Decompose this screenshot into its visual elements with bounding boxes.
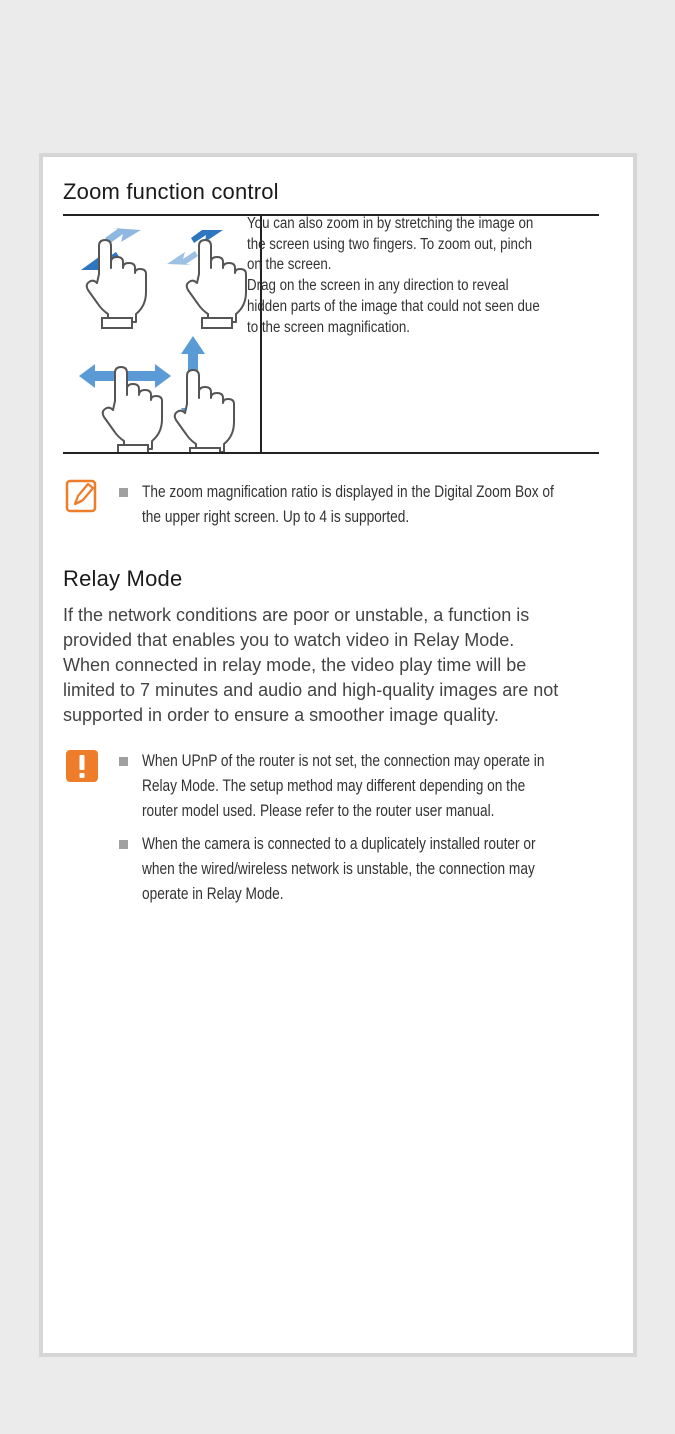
relay-paragraph-line: supported in order to ensure a smoother image quality.: [63, 705, 499, 725]
zoom-description-line: the screen using two fingers. To zoom out, pinch: [247, 235, 533, 253]
zoom-description-line: to the screen magnification.: [247, 318, 411, 336]
note-bullet: [119, 488, 128, 497]
gesture-illustrations: [63, 216, 262, 452]
caution-line: router model used. Please refer to the router user manual.: [142, 802, 495, 820]
zoom-description-line: on the screen.: [247, 256, 332, 274]
zoom-description-line: You can also zoom in by stretching the image on: [247, 215, 534, 232]
pinch-out-gesture-icon: [81, 228, 146, 328]
relay-section-title: Relay Mode: [63, 566, 183, 591]
note-text: [142, 480, 554, 530]
relay-paragraph-line: provided that enables you to watch video in Relay Mode.: [63, 630, 515, 650]
caution-line: When UPnP of the router is not set, the connection may operate in: [142, 752, 545, 770]
relay-paragraph-line: If the network conditions are poor or unstable, a function is: [63, 605, 530, 625]
caution-bullet: [119, 757, 128, 766]
caution-bullet: [119, 840, 128, 849]
drag-horizontal-gesture-icon: [79, 364, 171, 452]
note-line: The zoom magnification ratio is displayed in the Digital Zoom Box of: [142, 483, 554, 501]
relay-paragraph-line: limited to 7 minutes and audio and high-quality images are not: [63, 680, 559, 700]
note-line: the upper right screen. Up to 4 is supported.: [142, 508, 410, 526]
caution-line: Relay Mode. The setup method may different depending on the: [142, 777, 526, 795]
relay-paragraph-line: When connected in relay mode, the video play time will be: [63, 655, 527, 675]
zoom-description: [247, 214, 582, 338]
caution-exclamation-icon: [65, 749, 99, 783]
note-pencil-icon: [65, 479, 99, 513]
caution-line: When the camera is connected to a duplicately installed router or: [142, 835, 536, 853]
zoom-description-line: Drag on the screen in any direction to reveal: [247, 277, 509, 295]
zoom-description-line: hidden parts of the image that could not seen due: [247, 297, 540, 315]
caution-line: when the wired/wireless network is unstable, the connection may: [142, 860, 535, 878]
zoom-section-title: Zoom function control: [63, 179, 279, 204]
relay-paragraph: [63, 603, 603, 728]
pinch-in-gesture-icon: [167, 230, 246, 328]
caution-item: [142, 749, 544, 824]
manual-page: [39, 153, 637, 1357]
drag-vertical-gesture-icon: [175, 336, 234, 452]
caution-item: [142, 832, 536, 907]
caution-line: operate in Relay Mode.: [142, 885, 284, 903]
